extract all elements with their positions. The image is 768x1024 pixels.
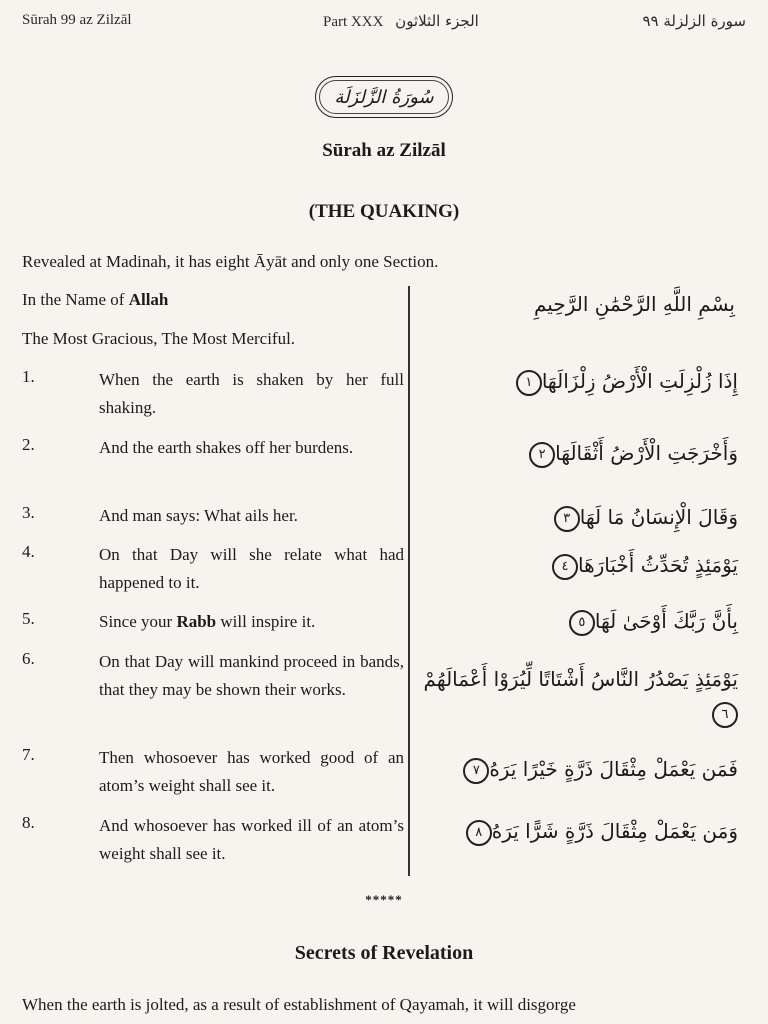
ayah-marker-icon: ٥ [569, 610, 595, 636]
section-heading: Secrets of Revelation [294, 942, 474, 964]
verse-6-ar-text: يَوْمَئِذٍ يَصْدُرُ النَّاسُ أَشْتَاتًا لِّيُرَوْا أَعْمَالَهُمْ [423, 667, 738, 691]
verse-4-ar [418, 548, 738, 582]
verse-1-ar-text: إِذَا زُلْزِلَتِ الْأَرْضُ زِلْزَالَهَا [541, 369, 738, 393]
verse-5-prefix: Since your [99, 612, 177, 631]
ayah-marker-icon: ٢ [529, 442, 555, 468]
verse-7-number: 7. [22, 745, 35, 764]
revelation-note: Revealed at Madinah, it has eight Āyāt and only one Section. [22, 252, 439, 271]
ayah-marker-icon: ٧ [463, 758, 489, 784]
header-center [323, 12, 479, 31]
verse-5-number: 5. [22, 609, 35, 628]
verse-8-en: And whosoever has worked ill of an atom’s weight shall see it. [99, 816, 404, 863]
section-separator: ***** [365, 892, 403, 907]
verse-2-en: And the earth shakes off her burdens. [99, 438, 354, 457]
column-divider [408, 286, 410, 876]
verse-4-number: 4. [22, 542, 35, 561]
verse-1-ar [418, 364, 738, 398]
verse-3-number: 3. [22, 503, 35, 522]
verse-8-ar-text: وَمَن يَعْمَلْ مِثْقَالَ ذَرَّةٍ شَرًّا يَرَهُ [491, 819, 738, 843]
basmala-arabic: بِسْمِ اللَّهِ الرَّحْمَٰنِ الرَّحِيمِ [533, 292, 735, 316]
basmala-prefix: In the Name of [22, 290, 129, 309]
ayah-marker-icon: ٣ [554, 506, 580, 532]
verse-4-en: On that Day will she relate what had happened to it. [99, 545, 404, 592]
verse-5-en [99, 608, 404, 636]
verse-4-ar-text: يَوْمَئِذٍ تُحَدِّثُ أَخْبَارَهَا [577, 553, 738, 577]
verse-5-suffix: will inspire it. [216, 612, 316, 631]
verse-1-number: 1. [22, 367, 35, 386]
ayah-marker-icon: ١ [516, 370, 542, 396]
verse-6-ar [418, 662, 738, 730]
cartouche-text: سُورَةُ الزَّلزَلَة [334, 86, 434, 108]
basmala-allah: Allah [128, 290, 169, 309]
verse-6-number: 6. [22, 649, 35, 668]
ayah-marker-icon: ٦ [712, 702, 738, 728]
verse-2-ar-text: وَأَخْرَجَتِ الْأَرْضُ أَثْقَالَهَا [555, 441, 738, 465]
surah-title: Sūrah az Zilzāl [322, 140, 446, 161]
verse-2-number: 2. [22, 435, 35, 454]
header-part-en: Part XXX [323, 14, 384, 30]
surah-subtitle: (THE QUAKING) [308, 201, 460, 222]
verse-5-ar-text: بِأَنَّ رَبَّكَ أَوْحَىٰ لَهَا [594, 609, 738, 633]
basmala-en-line2: The Most Gracious, The Most Merciful. [22, 329, 296, 348]
verse-7-ar-text: فَمَن يَعْمَلْ مِثْقَالَ ذَرَّةٍ خَيْرًا يَرَهُ [489, 757, 738, 781]
verse-2-ar [418, 436, 738, 470]
verse-7-ar [418, 752, 738, 786]
header-left: Sūrah 99 az Zilzāl [22, 12, 132, 28]
verse-1-en: When the earth is shaken by her full shaking. [99, 370, 404, 417]
verse-7-en: Then whosoever has worked good of an atom’s weight shall see it. [99, 748, 404, 795]
verse-3-ar-text: وَقَالَ الْإِنسَانُ مَا لَهَا [579, 505, 738, 529]
verse-5-ar [418, 604, 738, 638]
verse-3-en: And man says: What ails her. [99, 506, 298, 525]
verse-8-number: 8. [22, 813, 35, 832]
verse-6-en: On that Day will mankind proceed in bands, that they may be shown their works. [99, 652, 404, 699]
ayah-marker-icon: ٤ [552, 554, 578, 580]
header-part-ar: الجزء الثلاثون [395, 12, 479, 30]
basmala-en-line1 [22, 290, 168, 310]
surah-cartouche [315, 76, 453, 118]
commentary-text: When the earth is jolted, as a result of establishment of Qayamah, it will disgorge [22, 995, 576, 1014]
ayah-marker-icon: ٨ [466, 820, 492, 846]
verse-3-ar [418, 500, 738, 534]
header-right: سورة الزلزلة ٩٩ [642, 12, 746, 30]
verse-8-ar [418, 814, 738, 848]
verse-5-rabb: Rabb [176, 612, 217, 631]
